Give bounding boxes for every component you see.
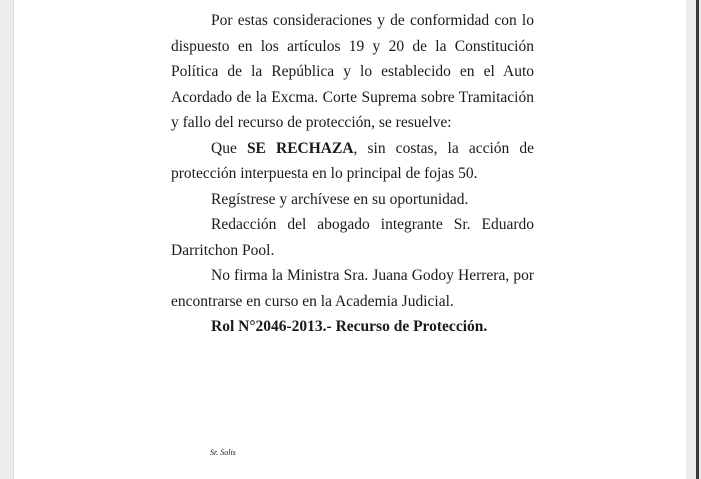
register-paragraph: Regístrese y archívese en su oportunidad. <box>211 190 469 208</box>
initials: Sr. Solis <box>210 448 236 457</box>
ruling-decision: SE RECHAZA <box>246 139 354 157</box>
considerations-paragraph: Por estas consideraciones y de conformidad con lo dispuesto en los artículos 19 y 20 de la Constitución Política de la República y lo establecido en el Auto Acordado de la Excma. Corte Suprema sobre Tramitación y fallo del recurso de protección, se resuelve: <box>171 12 534 131</box>
ruling-suffix: , sin costas, la acción de protección interpuesta en lo principal de fojas 50. <box>171 139 535 182</box>
scrollbar-edge[interactable] <box>696 0 699 479</box>
document-page <box>14 0 686 479</box>
drafting-paragraph: Redacción del abogado integrante Sr. Eduardo Darritchon Pool. <box>171 216 534 259</box>
ruling-prefix: Que <box>211 139 247 157</box>
document-body <box>171 8 534 340</box>
ruling-paragraph <box>171 136 534 187</box>
not-signed-paragraph: No firma la Ministra Sra. Juana Godoy Herrera, por encontrarse en curso en la Academia Judicial. <box>171 267 534 310</box>
rol-line: Rol N°2046-2013.- Recurso de Protección. <box>211 318 488 335</box>
